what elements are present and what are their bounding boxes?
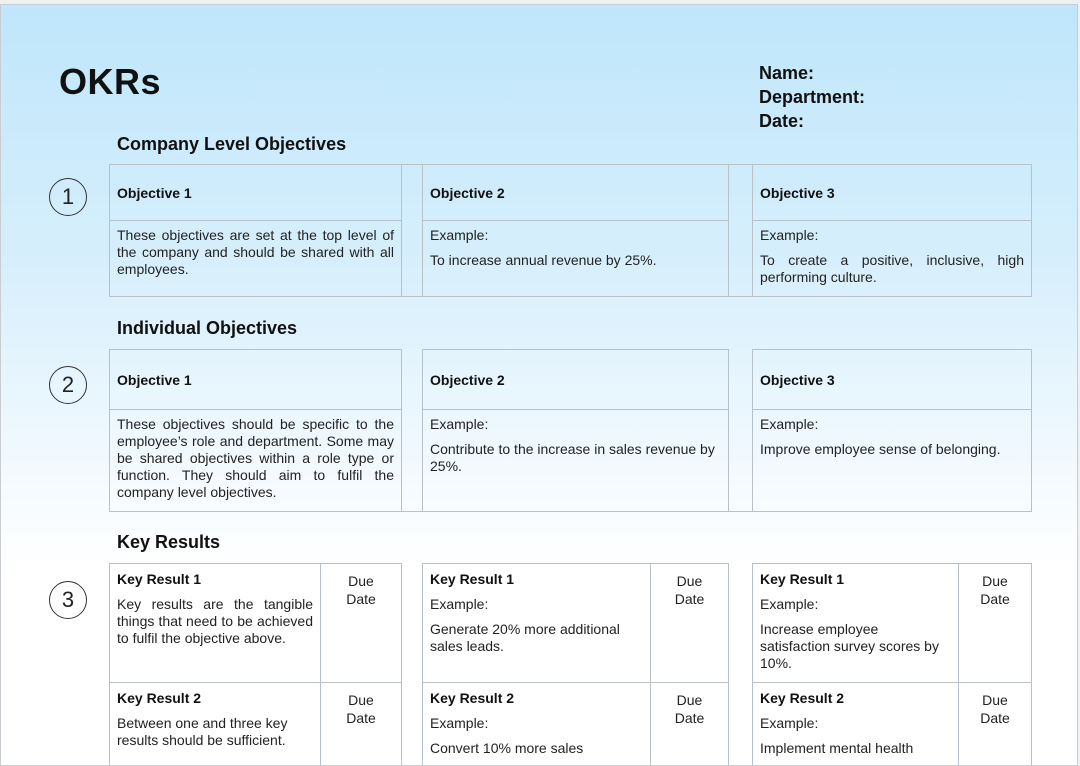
due-date-cell: Due Date xyxy=(320,564,401,682)
step-number-2: 2 xyxy=(49,366,87,404)
example-label: Example: xyxy=(760,715,819,731)
key-results-heading: Key Results xyxy=(117,532,221,552)
individual-objectives-heading: Individual Objectives xyxy=(117,318,298,338)
department-label: Department: xyxy=(759,87,866,107)
objective-title: Objective 3 xyxy=(753,165,1031,221)
objective-title: Objective 1 xyxy=(110,350,401,410)
key-result-card xyxy=(109,682,402,766)
key-result-title: Key Result 1 xyxy=(117,571,202,587)
company-objective-1 xyxy=(109,164,402,297)
key-result-text: Generate 20% more additional sales leads. xyxy=(430,621,620,654)
due-date-cell: Due Date xyxy=(320,683,401,766)
example-label: Example: xyxy=(760,416,819,432)
example-label: Example: xyxy=(430,416,489,432)
step-number-1: 1 xyxy=(49,178,87,216)
key-result-text: Convert 10% more sales xyxy=(430,740,584,756)
step-number-3: 3 xyxy=(49,581,87,619)
date-label: Date: xyxy=(759,111,805,131)
example-label: Example: xyxy=(430,227,489,243)
example-text: Contribute to the increase in sales revenue by 25%. xyxy=(430,441,715,474)
key-result-title: Key Result 2 xyxy=(117,690,202,706)
objective-description: These objectives should be specific to the employee’s role and department. Some may be shared objectives within a role type or function. They should aim to fulfil the company level objectives. xyxy=(117,416,394,500)
key-result-text: Implement mental health xyxy=(760,740,914,756)
objective-example xyxy=(753,410,1031,464)
column-spacer xyxy=(728,349,753,512)
objective-title: Objective 2 xyxy=(423,165,728,221)
key-result-content xyxy=(753,683,958,766)
example-label: Example: xyxy=(430,596,489,612)
key-result-text: Between one and three key results should be sufficient. xyxy=(117,715,288,748)
example-label: Example: xyxy=(760,227,819,243)
due-date-cell: Due Date xyxy=(650,564,728,682)
key-result-content xyxy=(423,683,650,766)
key-result-card xyxy=(109,563,402,683)
example-text: To create a positive, inclusive, high performing culture. xyxy=(760,252,1024,285)
objective-example xyxy=(753,221,1031,292)
key-result-card xyxy=(752,563,1032,683)
example-label: Example: xyxy=(430,715,489,731)
objective-example xyxy=(423,221,728,275)
company-objective-3 xyxy=(752,164,1032,297)
due-date-cell: Due Date xyxy=(958,683,1031,766)
header-fields xyxy=(759,61,865,133)
key-result-title: Key Result 2 xyxy=(430,690,515,706)
document-page xyxy=(0,4,1078,766)
due-date-cell: Due Date xyxy=(650,683,728,766)
column-spacer xyxy=(401,349,423,512)
example-text: To increase annual revenue by 25%. xyxy=(430,252,657,268)
key-result-content xyxy=(110,683,320,766)
key-result-content xyxy=(110,564,320,682)
objective-title: Objective 1 xyxy=(110,165,401,221)
individual-objective-2 xyxy=(422,349,729,512)
example-text: Improve employee sense of belonging. xyxy=(760,441,1001,457)
objective-title: Objective 2 xyxy=(423,350,728,410)
key-result-card xyxy=(422,682,729,766)
key-result-card xyxy=(752,682,1032,766)
column-spacer xyxy=(728,164,753,297)
objective-title: Objective 3 xyxy=(753,350,1031,410)
objective-description: These objectives are set at the top level of the company and should be shared with all employees. xyxy=(117,227,394,277)
company-objective-2 xyxy=(422,164,729,297)
column-spacer xyxy=(401,164,423,297)
key-result-text: Key results are the tangible things that need to be achieved to fulfil the objective above. xyxy=(117,596,313,646)
page-title: OKRs xyxy=(59,61,162,102)
key-result-title: Key Result 1 xyxy=(760,571,845,587)
name-label: Name: xyxy=(759,63,815,83)
key-result-text: Increase employee satisfaction survey scores by 10%. xyxy=(760,621,939,671)
individual-objective-3 xyxy=(752,349,1032,512)
objective-example xyxy=(423,410,728,481)
due-date-cell: Due Date xyxy=(958,564,1031,682)
key-result-content xyxy=(423,564,650,682)
key-result-title: Key Result 2 xyxy=(760,690,845,706)
example-label: Example: xyxy=(760,596,819,612)
individual-objective-1 xyxy=(109,349,402,512)
key-result-title: Key Result 1 xyxy=(430,571,515,587)
key-result-content xyxy=(753,564,958,682)
company-objectives-heading: Company Level Objectives xyxy=(117,134,347,154)
key-result-card xyxy=(422,563,729,683)
